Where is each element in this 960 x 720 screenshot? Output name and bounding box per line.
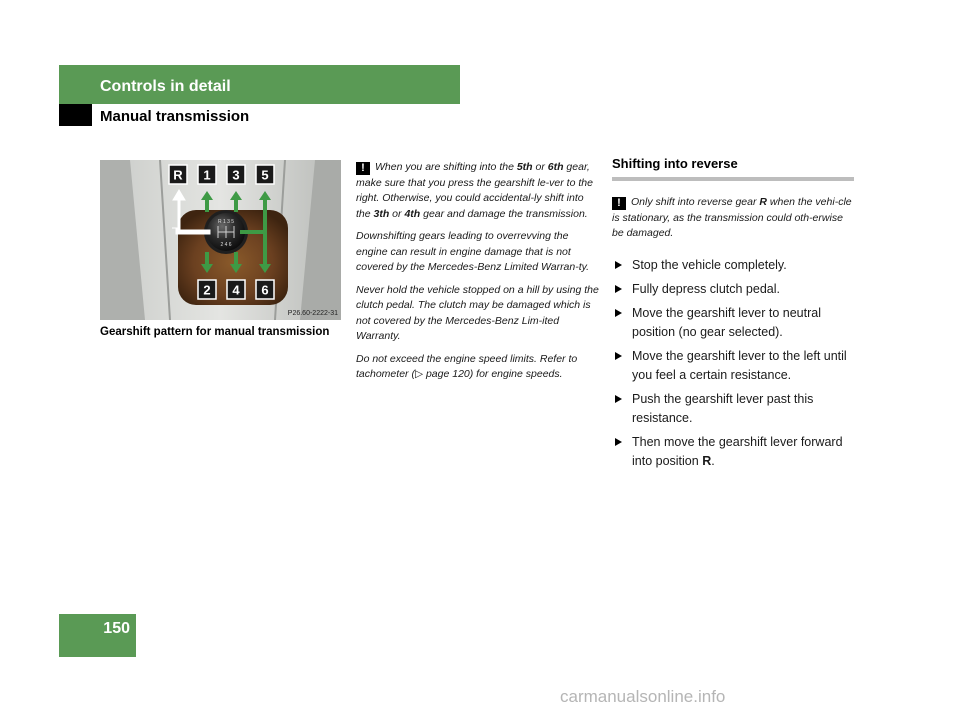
svg-text:3: 3	[232, 167, 240, 183]
gear-label-5	[256, 165, 274, 184]
section-rule	[612, 177, 854, 181]
bullet-triangle-icon	[615, 261, 622, 269]
bullet-triangle-icon	[615, 309, 622, 317]
watermark: carmanualsonline.info	[560, 687, 726, 706]
page-number: 150	[103, 620, 130, 637]
figure-code: P26.60-2222-31	[287, 310, 338, 317]
gear-label-4	[227, 280, 245, 299]
svg-text:2: 2	[203, 282, 211, 298]
bullet-triangle-icon	[615, 285, 622, 293]
gear-label-2	[198, 280, 216, 299]
list-item: Then move the gearshift lever forward into position R.	[612, 433, 854, 471]
svg-text:5: 5	[261, 167, 269, 183]
knob-top-text: R 1 3 5	[217, 219, 235, 225]
gear-label-6	[256, 280, 274, 299]
list-item: Move the gearshift lever to neutral position (no gear selected).	[612, 304, 854, 342]
svg-text:6: 6	[261, 282, 269, 298]
gear-label-R	[169, 165, 187, 184]
warning-icon: !	[612, 197, 626, 210]
shifting-warning-notes	[356, 160, 600, 390]
bullet-triangle-icon	[615, 395, 622, 403]
list-item: Push the gearshift lever past this resistance.	[612, 390, 854, 428]
gearshift-pattern-image	[100, 160, 341, 320]
gear-label-3	[227, 165, 245, 184]
gear-label-1	[198, 165, 216, 184]
reverse-warning: ! Only shift into reverse gear R when the vehi-cle is stationary, as the transmission could oth-erwise be damaged.	[612, 196, 852, 239]
section-title: Controls in detail	[100, 78, 231, 95]
svg-text:4: 4	[232, 282, 240, 298]
warning-icon: !	[356, 162, 370, 175]
gearshift-figure	[100, 160, 341, 320]
list-item: Fully depress clutch pedal.	[612, 280, 854, 299]
list-item: Move the gearshift lever to the left until you feel a certain resistance.	[612, 347, 854, 385]
warning-paragraph-clutch: Never hold the vehicle stopped on a hill by using the clutch pedal. The clutch may be damaged which is not covered by the Mercedes-Benz Lim-ited Warranty.	[356, 283, 599, 342]
list-item: Stop the vehicle completely.	[612, 256, 854, 275]
bullet-triangle-icon	[615, 438, 622, 446]
section-tab-marker	[59, 104, 92, 126]
svg-text:R: R	[173, 167, 183, 183]
bullet-triangle-icon	[615, 352, 622, 360]
warning-paragraph-speed: Do not exceed the engine speed limits. Refer to tachometer (▷ page 120) for engine speeds.	[356, 352, 578, 380]
warning-paragraph-gears: ! When you are shifting into the 5th or 6th gear, make sure that you press the gearshift le-ver to the right. Otherwise, you could accidental-ly shift into the 3th or 4th gear and damage the transmission.	[356, 161, 593, 220]
figure-caption: Gearshift pattern for manual transmission	[100, 326, 330, 338]
knob-bottom-text: 2 4 6	[220, 242, 232, 248]
svg-text:1: 1	[203, 167, 211, 183]
reverse-section	[612, 156, 854, 476]
reverse-title: Shifting into reverse	[612, 156, 738, 171]
page-reference-arrow-icon: ▷	[414, 368, 424, 380]
warning-paragraph-overrev: Downshifting gears leading to overrevving the engine can result in engine damage that is not covered by the Mercedes-Benz Limited Warran-ty.	[356, 230, 590, 273]
reverse-steps	[612, 256, 854, 471]
subsection-title: Manual transmission	[100, 108, 250, 125]
